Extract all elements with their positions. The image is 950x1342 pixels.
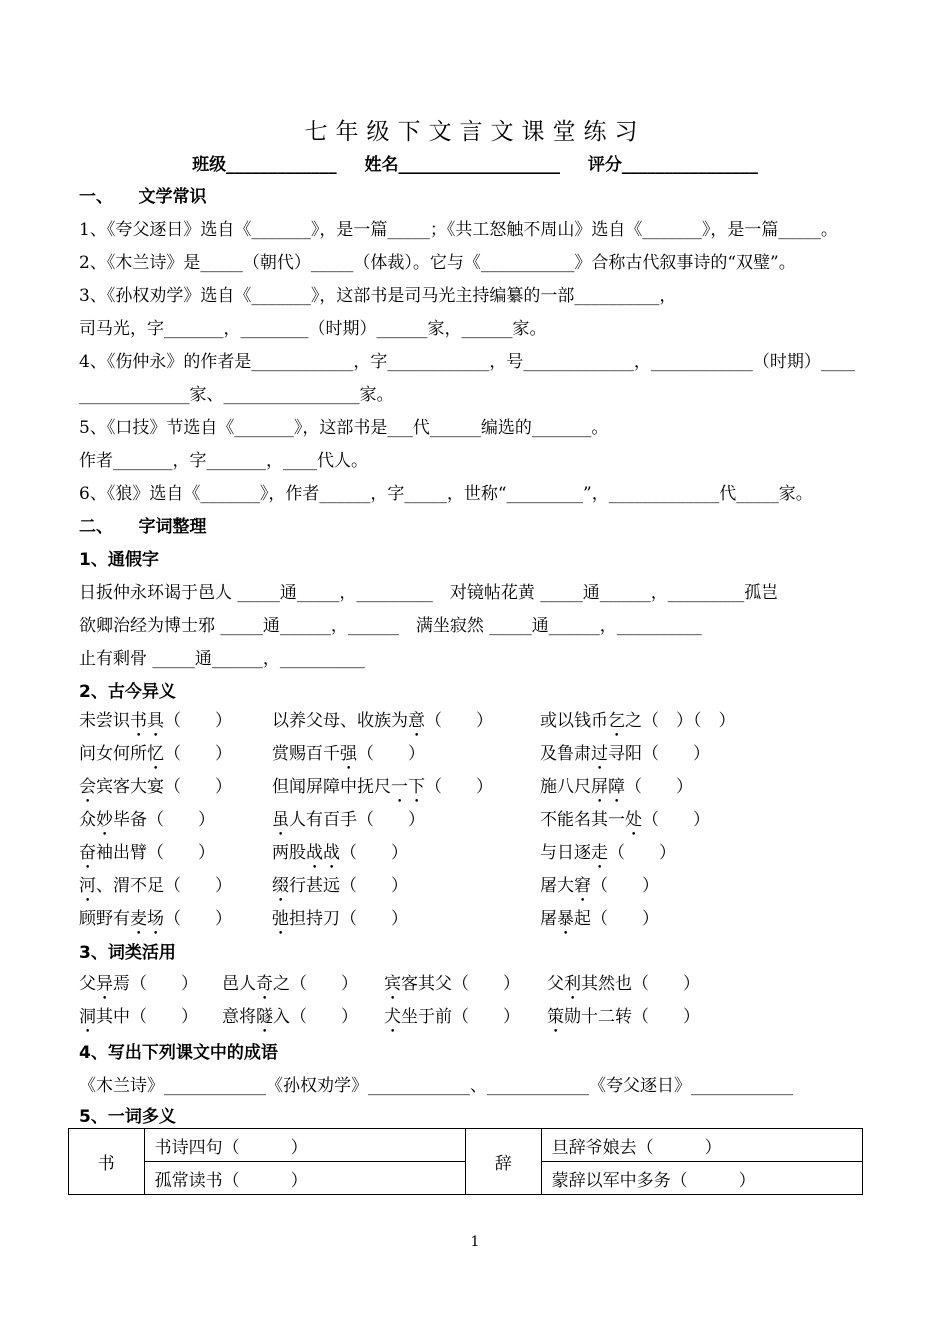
dotted-word: 隧 [256,1007,273,1027]
page-title: 七年级下文言文课堂练习 [304,119,646,145]
dotted-word: 弛 [272,909,289,929]
dotted-word: 虽 [272,810,289,830]
polysemy-char: 书 [69,1129,145,1195]
subsection-heading-tongjiazi: 1、通假字 [79,550,159,570]
answer-blank[interactable]: 坐于前（ ） [401,1007,520,1027]
answer-blank[interactable]: 焉（ ） [113,974,198,994]
exercise-item [272,772,493,807]
item-text: 两股 [272,843,306,863]
answer-blank[interactable]: （ ） [357,744,425,764]
dotted-word: 奋 [79,843,96,863]
dotted-word: 利 [564,974,581,994]
exercise-item [79,805,215,840]
exercise-item [272,805,425,840]
dotted-word: 处 [625,810,642,830]
question-line: 司马光，字_______，________（时期）______家，______家。 [79,319,547,339]
name-field[interactable]: 姓名___________________ [364,155,560,175]
answer-blank[interactable]: （ ） [625,777,693,797]
subsection-heading-polysemy: 5、一词多义 [79,1107,176,1127]
exercise-line: 日扳仲永环谒于邑人 _____通_____，_________ 对镜帖花黄 _____通______，_________孤岂 [79,583,779,603]
dotted-word: 强 [340,744,357,764]
exercise-item [540,805,710,840]
question-line: 2、《木兰诗》是_____（朝代）_____（体裁）。它与《___________》合称古代叙事诗的“双璧”。 [79,253,796,273]
item-text: 赏赐百千 [272,744,340,764]
dotted-word: 缀 [272,876,289,896]
dotted-word: 会 [79,777,96,797]
exercise-item [547,1002,700,1037]
exercise-item [272,706,493,741]
item-text: 不能名其一 [540,810,625,830]
subsection-heading-cileihuoyong: 3、词类活用 [79,943,176,963]
answer-blank[interactable]: 勋十二转（ ） [564,1007,700,1027]
answer-blank[interactable]: 其然也（ ） [581,974,700,994]
question-line: 3、《孙权劝学》选自《_______》，这部书是司马光主持编纂的一部__________， [79,286,677,306]
dotted-word: 过 [591,744,608,764]
exercise-item [540,739,710,774]
answer-blank[interactable]: 宾客大宴（ ） [96,777,232,797]
answer-blank[interactable]: （ ） [642,810,710,830]
answer-blank[interactable]: 行甚远（ ） [289,876,408,896]
item-text: 屠 [540,909,557,929]
exercise-item [547,969,700,1004]
item-text: 及鲁肃 [540,744,591,764]
dotted-word: 战战 [306,843,340,863]
dotted-word: 书具 [130,711,164,731]
answer-blank[interactable]: 之（ ）（ ） [625,711,736,731]
polysemy-char: 辞 [465,1129,541,1195]
question-line: _____________家、________________家。 [79,385,394,405]
item-text: 或以钱币 [540,711,608,731]
dotted-word: 犬 [384,1007,401,1027]
dotted-word: 麦场 [130,909,164,929]
exercise-item [384,1002,520,1037]
section-heading-literature: 一、 文学常识 [79,187,207,207]
exercise-item [384,969,520,1004]
idiom-line: 《木兰诗》____________《孙权劝学》____________、____________《夸父逐日》____________ [79,1076,793,1096]
exercise-item [79,739,232,774]
item-text: 但闻屏障中抚尺 [272,777,391,797]
dotted-word: 异 [96,974,113,994]
answer-blank[interactable]: （ ） [591,876,659,896]
exercise-item [79,706,232,741]
dotted-word: 奇 [256,974,273,994]
exercise-item [272,871,408,906]
dotted-word: 宾 [384,974,401,994]
answer-blank[interactable]: 之（ ） [273,974,358,994]
dotted-word: 屏障 [591,777,625,797]
item-text: 以养父母、收族为 [272,711,408,731]
exercise-line: 止有剩骨 _____通______，__________ [79,649,365,669]
dotted-word: 洞 [79,1007,96,1027]
polysemy-item: 书诗四句（ ） [144,1129,465,1162]
dotted-word: 乞 [608,711,625,731]
exercise-item [540,838,676,873]
exercise-item [540,904,659,939]
dotted-word: 暴 [557,909,574,929]
answer-blank[interactable]: （ ） [340,843,408,863]
answer-blank[interactable]: 客其父（ ） [401,974,520,994]
question-line: 1、《夸父逐日》选自《_______》，是一篇_____；《共工怒触不周山》选自《_______》，是一篇_____。 [79,220,838,240]
answer-blank[interactable]: 入（ ） [273,1007,358,1027]
question-line: 4、《伤仲永》的作者是____________，字____________，号_____________，____________（时期）____ [79,352,855,372]
item-text: 众 [79,810,96,830]
item-text: 父 [547,974,564,994]
answer-blank[interactable]: （ ） [164,909,232,929]
exercise-item [79,1002,198,1037]
exercise-item [540,772,693,807]
answer-blank[interactable]: 担持刀（ ） [289,909,408,929]
exercise-item [79,772,232,807]
dotted-word: 忆 [147,744,164,764]
item-text: 顾野有 [79,909,130,929]
dotted-word: 走 [591,843,608,863]
subsection-heading-gujinyiyi: 2、古今异义 [79,682,176,702]
item-text: 问女何所 [79,744,147,764]
polysemy-item: 孤常读书（ ） [144,1162,465,1195]
exercise-item [79,969,198,1004]
polysemy-table [68,1128,863,1195]
exercise-item [540,871,659,906]
item-text: 未尝识 [79,711,130,731]
item-text: 屠大 [540,876,574,896]
student-info-header [0,150,950,175]
exercise-item [79,838,215,873]
answer-blank[interactable]: 其中（ ） [96,1007,198,1027]
item-text: 父 [79,974,96,994]
polysemy-item: 蒙辞以军中多务（ ） [541,1162,862,1195]
exercise-item [79,904,232,939]
question-line: 作者_______，字_______，____代人。 [79,451,368,471]
answer-blank[interactable]: 、渭不足（ ） [96,876,232,896]
section-heading-vocabulary: 二、 字词整理 [79,517,207,537]
polysemy-item: 旦辞爷娘去（ ） [541,1129,862,1162]
answer-blank[interactable]: （ ） [164,711,232,731]
dotted-word: 意 [408,711,425,731]
answer-blank[interactable]: 寻阳（ ） [608,744,710,764]
question-line: 6、《狼》选自《_______》，作者______，字_____，世称“_________”，_____________代_____家。 [79,484,813,504]
item-text: 意将 [222,1007,256,1027]
item-text: 邑人 [222,974,256,994]
dotted-word: 妙 [96,810,113,830]
dotted-word: 一下 [391,777,425,797]
answer-blank[interactable]: 袖出臂（ ） [96,843,215,863]
exercise-item [272,838,408,873]
subsection-heading-idioms: 4、写出下列课文中的成语 [79,1043,278,1063]
score-field[interactable]: 评分________________ [587,155,758,175]
dotted-word: 窘 [574,876,591,896]
answer-blank[interactable]: （ ） [164,744,232,764]
answer-blank[interactable]: （ ） [608,843,676,863]
item-text: 与日逐 [540,843,591,863]
answer-blank[interactable]: （ ） [425,777,493,797]
exercise-item [222,969,358,1004]
dotted-word: 策 [547,1007,564,1027]
exercise-item [272,904,408,939]
answer-blank[interactable]: 起（ ） [574,909,659,929]
dotted-word: 河 [79,876,96,896]
exercise-item [540,706,736,741]
class-field[interactable]: 班级_____________ [192,155,337,175]
question-line: 5、《口技》节选自《_______》，这部书是___代______编选的_______。 [79,418,609,438]
answer-blank[interactable]: 人有百手（ ） [289,810,425,830]
answer-blank[interactable]: （ ） [425,711,493,731]
answer-blank[interactable]: 毕备（ ） [113,810,215,830]
exercise-item [222,1002,358,1037]
item-text: 施八尺 [540,777,591,797]
exercise-item [272,739,425,774]
page-number: 1 [470,1234,480,1250]
exercise-item [79,871,232,906]
exercise-line: 欲卿治经为博士邪 _____通______，______ 满坐寂然 _____通______，__________ [79,616,702,636]
